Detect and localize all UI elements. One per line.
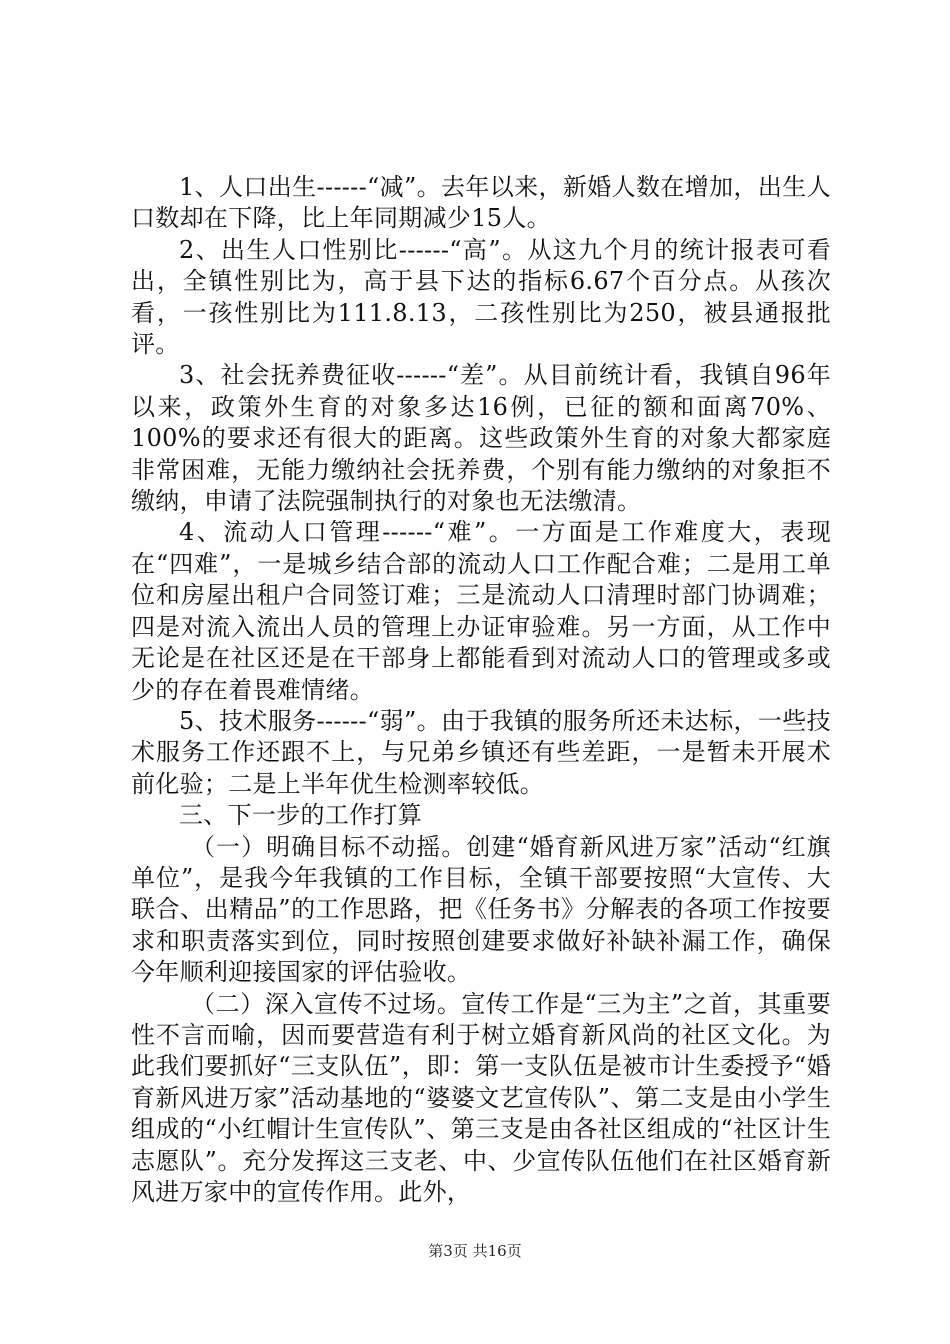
paragraph-technical-service: 5、技术服务------“弱”。由于我镇的服务所还未达标，一些技术服务工作还跟不上，与兄弟乡镇还有些差距，一是暂未开展术前化验；二是上半年优生检测率较低。 (131, 706, 831, 798)
paragraph-social-fee: 3、社会抚养费征收------“差”。从目前统计看，我镇自96年以来，政策外生育的对象多达16例，已征的额和面离70%、100%的要求还有很大的距离。这些政策外生育的对象大都家庭非常困难，无能力缴纳社会抚养费，个别有能力缴纳的对象拒不缴纳，申请了法院强制执行的对象也无法缴清。 (131, 361, 831, 516)
paragraph-clear-goals: （一）明确目标不动摇。创建“婚育新风进万家”活动“红旗单位”，是我今年我镇的工作目标，全镇干部要按照“大宣传、大联合、出精品”的工作思路，把《任务书》分解表的各项工作按要求和职责落实到位，同时按照创建要求做好补缺补漏工作，确保今年顺利迎接国家的评估验收。 (131, 832, 831, 987)
paragraph-population-birth: 1、人口出生------“减”。去年以来，新婚人数在增加，出生人口数却在下降，比上年同期减少15人。 (131, 173, 831, 233)
document-body (131, 172, 831, 1208)
paragraph-publicity: （二）深入宣传不过场。宣传工作是“三为主”之首，其重要性不言而喻，因而要营造有利于树立婚育新风尚的社区文化。为此我们要抓好“三支队伍”，即：第一支队伍是被市计生委授予“婚育新风进万家”活动基地的“婆婆文艺宣传队”、第二支是由小学生组成的“小红帽计生宣传队”、第三支是由各社区组成的“社区计生志愿队”。充分发挥这三支老、中、少宣传队伍他们在社区婚育新风进万家中的宣传作用。此外， (131, 989, 831, 1206)
page-number-footer: 第3页 共16页 (428, 1242, 522, 1260)
paragraph-floating-population: 4、流动人口管理------“难”。一方面是工作难度大，表现在“四难”，一是城乡结合部的流动人口工作配合难；二是用工单位和房屋出租户合同签订难；三是流动人口清理时部门协调难；四是对流入流出人员的管理上办证审验难。另一方面，从工作中无论是在社区还是在干部身上都能看到对流动人口的管理或多或少的存在着畏难情绪。 (131, 518, 831, 704)
paragraph-sex-ratio: 2、出生人口性别比------“高”。从这九个月的统计报表可看出，全镇性别比为，高于县下达的指标6.67个百分点。从孩次看，一孩性别比为111.8.13，二孩性别比为250，被县通报批评。 (131, 235, 831, 359)
section-heading-next-steps: 三、下一步的工作打算 (179, 801, 422, 830)
